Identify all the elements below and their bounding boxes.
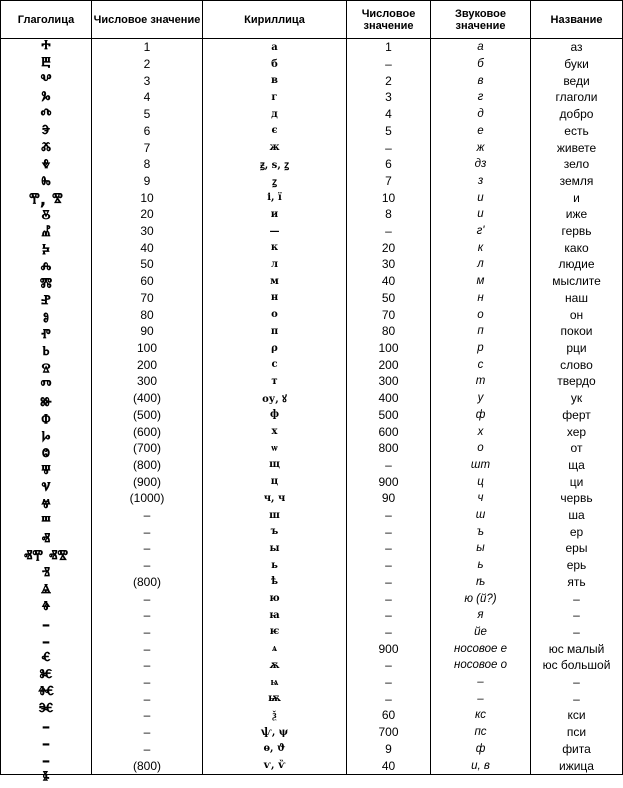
table-cell: 20 <box>140 207 154 222</box>
table-cell: пс <box>474 726 487 739</box>
table-cell: аз <box>570 40 583 55</box>
table-cell: йе <box>474 625 487 638</box>
table-cell: ⰵ <box>41 122 51 142</box>
table-cell: червь <box>560 491 593 506</box>
table-cell: к <box>270 242 279 254</box>
table-cell: 40 <box>140 240 154 255</box>
table-cell: наш <box>565 290 588 305</box>
table-cell: 80 <box>381 324 396 339</box>
table-cell: – <box>143 608 151 623</box>
table-cell: н <box>477 291 484 304</box>
column-glagolitsa <box>1 37 92 788</box>
table-cell: ять <box>567 574 586 589</box>
table-cell: – <box>143 524 151 539</box>
table-cell: – <box>41 717 51 737</box>
table-cell: ⰳ <box>41 88 51 108</box>
table-cell: 3 <box>385 90 392 105</box>
table-cell: – <box>573 691 580 706</box>
table-cell: – <box>385 691 392 706</box>
table-cell: 700 <box>378 725 399 740</box>
table-cell: – <box>573 608 580 623</box>
column-name <box>531 39 622 774</box>
table-cell: д <box>477 108 484 121</box>
table-cell: о <box>477 308 484 321</box>
table-cell: 4 <box>143 90 151 105</box>
table-cell: — <box>269 225 280 237</box>
table-cell: ѯ <box>272 709 277 721</box>
table-cell: – <box>385 224 392 239</box>
table-cell: 5 <box>385 123 392 138</box>
table-cell: 800 <box>378 441 399 456</box>
table-cell: ⱀ <box>41 292 51 312</box>
table-cell: ѭ <box>268 693 281 705</box>
table-cell: – <box>385 541 392 556</box>
table-cell: веди <box>563 73 590 88</box>
header-numeric-value-1: Числовое значение <box>92 1 203 38</box>
table-cell: ща <box>568 457 585 472</box>
table-cell: ⱘ <box>39 666 53 686</box>
table-cell: 900 <box>378 641 399 656</box>
table-body <box>1 37 622 788</box>
table-cell: 90 <box>381 491 396 506</box>
table-cell: ь <box>271 559 278 571</box>
table-cell: ⱋ <box>41 462 51 482</box>
table-cell: – <box>143 541 151 556</box>
header-numeric-value-2: Числовое значение <box>347 1 431 38</box>
table-cell: т <box>475 375 486 388</box>
table-cell: о <box>271 309 278 321</box>
table-cell: рци <box>566 341 587 355</box>
table-cell: ꙗ <box>269 609 280 621</box>
column-kirillitsa <box>203 39 347 774</box>
table-cell: 1 <box>385 40 392 55</box>
table-cell: п <box>477 325 484 338</box>
table-cell: 20 <box>381 240 396 255</box>
table-cell: 200 <box>136 357 158 372</box>
table-cell: ⰱ <box>41 54 51 74</box>
table-cell: г' <box>476 225 485 238</box>
table-cell: з <box>477 174 484 187</box>
table-cell: – <box>143 624 151 639</box>
table-cell: ⱏ <box>41 530 51 550</box>
table-cell: ⱗ <box>38 700 54 720</box>
table-cell: и <box>477 191 484 204</box>
table-cell: (600) <box>132 424 161 439</box>
table-cell: ѣ <box>476 575 485 588</box>
table-cell: а <box>477 41 484 54</box>
table-cell: н <box>270 292 279 304</box>
table-cell: ижица <box>559 758 594 773</box>
table-cell: п <box>270 325 279 337</box>
table-cell: 600 <box>378 424 399 439</box>
table-cell: шт <box>470 458 491 471</box>
table-cell: кс <box>474 709 487 722</box>
table-cell: ш <box>269 509 280 521</box>
table-cell: ж <box>476 141 485 154</box>
table-cell: я <box>477 609 484 622</box>
table-cell: ф <box>269 409 280 421</box>
table-cell: ⱔ <box>41 649 51 669</box>
table-cell: ⱉ <box>42 445 50 465</box>
table-cell: ук <box>570 391 583 406</box>
table-cell: 50 <box>140 257 154 272</box>
table-cell: ъ <box>270 526 279 538</box>
table-cell: б <box>477 58 484 71</box>
table-cell: 2 <box>385 73 392 88</box>
table-cell: ⰻ <box>41 207 51 227</box>
table-cell: – <box>385 508 392 523</box>
column-numeric-value-1 <box>92 39 203 774</box>
table-cell: и <box>270 208 279 220</box>
table-cell: – <box>385 457 392 472</box>
table-cell: – <box>143 741 151 756</box>
table-cell: ц <box>270 476 279 488</box>
table-cell: 400 <box>378 391 399 406</box>
table-cell: к <box>477 241 484 254</box>
table-cell: ь <box>477 559 484 572</box>
table-cell: – <box>143 725 151 740</box>
table-cell: буки <box>564 57 589 72</box>
table-cell: 1 <box>143 40 151 55</box>
table-cell: ⱎ <box>41 513 51 533</box>
table-cell: 6 <box>385 157 392 172</box>
table-cell: – <box>385 57 392 72</box>
table-cell: 9 <box>385 741 392 756</box>
table-cell: ρ <box>271 342 278 354</box>
table-cell: ⱇ <box>41 411 51 431</box>
table-cell: ⰼ <box>41 224 51 244</box>
table-cell: 2 <box>143 57 151 72</box>
header-kirillitsa: Кириллица <box>203 1 347 38</box>
table-cell: – <box>143 641 151 656</box>
table-cell: ⱑ <box>41 581 51 601</box>
table-cell: ф <box>475 408 486 421</box>
table-cell: ꙃ, ѕ, ꙁ <box>260 160 289 172</box>
table-cell: 60 <box>140 274 154 289</box>
table-cell: с <box>477 358 484 371</box>
table-cell: – <box>573 624 580 639</box>
table-cell: 500 <box>378 407 399 422</box>
table-cell: – <box>385 140 392 155</box>
table-cell: ⱄ <box>41 360 51 380</box>
table-cell: ю <box>269 593 280 605</box>
table-cell: і, ї <box>267 192 282 204</box>
table-cell: щ <box>269 459 280 471</box>
table-cell: добро <box>559 107 594 122</box>
table-cell: 60 <box>381 708 396 723</box>
table-cell: 900 <box>378 474 399 489</box>
table-cell: 10 <box>140 190 154 205</box>
table-cell: х <box>271 426 278 438</box>
table-cell: (800) <box>132 758 161 773</box>
table-cell: ꙁ <box>272 176 277 188</box>
table-cell: ы <box>476 542 485 555</box>
table-cell: 200 <box>378 357 399 372</box>
table-cell: ⰶ <box>41 139 51 159</box>
table-cell: 50 <box>381 290 396 305</box>
table-cell: – <box>573 591 580 606</box>
table-cell: (500) <box>132 407 161 422</box>
table-cell: 9 <box>143 173 151 188</box>
table-cell: 90 <box>140 324 154 339</box>
table-cell: 40 <box>381 758 396 773</box>
table-cell: носовое о <box>453 659 507 672</box>
table-cell: 100 <box>378 341 399 355</box>
table-cell: 40 <box>381 274 396 289</box>
table-cell: покои <box>560 324 593 339</box>
table-cell: – <box>477 676 484 689</box>
table-cell: ⱅ <box>40 377 52 397</box>
table-cell: а <box>271 41 278 53</box>
table-cell: ⰾ <box>40 258 52 278</box>
table-cell: ⰹ, ⰺ <box>29 190 63 210</box>
table-cell: 30 <box>381 257 396 272</box>
table-cell: (800) <box>132 457 161 472</box>
table-cell: ⰽ <box>42 241 50 261</box>
table-cell: ⱖ <box>41 598 51 618</box>
table-cell: 300 <box>136 374 158 389</box>
table-cell: юс большой <box>542 658 611 673</box>
table-cell: – <box>41 615 51 635</box>
table-cell: – <box>143 691 151 706</box>
table-cell: ф <box>475 742 486 755</box>
table-cell: ци <box>569 474 584 489</box>
table-cell: ѩ <box>270 676 279 688</box>
table-cell: ер <box>569 524 584 539</box>
table-cell: гервь <box>561 224 592 239</box>
table-cell: слово <box>560 357 593 372</box>
table-cell: ю (й?) <box>464 592 497 605</box>
table-cell: – <box>143 708 151 723</box>
table-cell: у <box>477 392 484 405</box>
table-cell: 10 <box>381 190 396 205</box>
table-cell: пси <box>566 725 587 740</box>
table-cell: 30 <box>140 224 154 239</box>
table-cell: е <box>477 124 484 137</box>
table-cell: ч, ч <box>263 492 286 504</box>
table-cell: (400) <box>132 391 161 406</box>
table-cell: с <box>271 359 278 371</box>
table-cell: 7 <box>385 173 392 188</box>
table-cell: ѧ <box>272 643 277 655</box>
table-cell: (800) <box>132 574 161 589</box>
table-cell: – <box>385 524 392 539</box>
table-cell: ч <box>477 492 484 505</box>
table-cell: глаголи <box>555 90 598 105</box>
table-cell: – <box>143 658 151 673</box>
table-cell: – <box>385 608 392 623</box>
table-cell: 100 <box>136 341 158 355</box>
table-cell: – <box>41 734 51 754</box>
column-sound-value <box>431 39 531 774</box>
table-cell: – <box>385 574 392 589</box>
table-cell: в <box>271 75 278 87</box>
table-cell: фита <box>562 741 591 756</box>
table-cell: – <box>143 591 151 606</box>
table-cell: кси <box>567 708 586 723</box>
table-cell: 3 <box>143 73 151 88</box>
table-header <box>1 1 622 39</box>
table-cell: – <box>385 624 392 639</box>
table-cell: о <box>477 442 484 455</box>
table-cell: 70 <box>381 307 396 322</box>
table-cell: м <box>270 275 279 287</box>
table-cell: еры <box>565 541 588 556</box>
table-cell: ⱏⰹ ⱏⰺ <box>23 547 69 567</box>
table-cell: – <box>573 675 580 690</box>
header-sound-value: Звуковое значение <box>431 1 531 38</box>
table-cell: ⱁ <box>43 309 49 329</box>
table-cell: како <box>564 240 589 255</box>
table-cell: є <box>271 125 278 137</box>
table-cell: земля <box>559 173 594 188</box>
table-cell: – <box>143 675 151 690</box>
table-cell: ⰲ <box>40 71 52 91</box>
table-cell: (700) <box>132 441 161 456</box>
table-cell: и <box>477 208 484 221</box>
table-cell: 70 <box>140 290 154 305</box>
table-cell: ѱ, ψ <box>260 726 289 738</box>
table-cell: ⱍ <box>41 496 51 516</box>
table-cell: ⱆ <box>40 394 52 414</box>
table-cell: иже <box>565 207 588 222</box>
table-cell: д <box>271 108 278 120</box>
table-cell: 8 <box>143 157 151 172</box>
table-cell: 8 <box>385 207 392 222</box>
table-cell: – <box>143 508 151 523</box>
table-cell: мыслите <box>552 274 601 289</box>
table-cell: носовое е <box>453 642 507 655</box>
table-cell: есть <box>564 123 589 138</box>
table-cell: (1000) <box>129 491 165 506</box>
table-cell: – <box>385 591 392 606</box>
table-cell: твердо <box>557 374 596 389</box>
table-cell: и <box>573 190 580 205</box>
table-cell: – <box>41 751 51 771</box>
table-cell: ⱐ <box>42 564 50 584</box>
table-cell: ж <box>269 142 280 154</box>
table-cell: 300 <box>378 374 399 389</box>
table-cell: – <box>477 692 484 705</box>
table-cell: ѳ, ϑ <box>263 743 286 755</box>
table-cell: 80 <box>140 307 154 322</box>
table-cell: 7 <box>143 140 151 155</box>
table-cell: ерь <box>566 558 587 573</box>
column-numeric-value-2 <box>347 39 431 774</box>
table-cell: – <box>41 632 51 652</box>
table-cell: ⰴ <box>40 105 52 125</box>
table-cell: в <box>477 74 484 87</box>
table-cell: и, в <box>471 759 490 772</box>
table-cell: он <box>569 307 584 322</box>
table-cell: – <box>385 558 392 573</box>
table-cell: ⱙ <box>38 683 54 703</box>
table-cell: ш <box>475 509 486 522</box>
table-cell: ѥ <box>269 626 280 638</box>
table-cell: х <box>477 425 484 438</box>
table-cell: ферт <box>562 407 591 422</box>
table-cell: – <box>385 658 392 673</box>
table-cell: зело <box>563 157 590 172</box>
table-cell: м <box>476 275 485 288</box>
table-cell: ⱂ <box>41 326 51 346</box>
table-cell: т <box>271 375 278 387</box>
table-cell: ъ <box>476 525 485 538</box>
table-cell: ⱛ <box>42 768 50 788</box>
table-cell: л <box>477 258 484 271</box>
table-cell: г <box>477 91 484 104</box>
table-cell: ѵ, ѷ <box>263 760 286 772</box>
header-name: Название <box>550 13 603 26</box>
table-cell: ша <box>568 508 585 523</box>
table-cell: ⰷ <box>41 156 51 176</box>
table-cell: г <box>271 91 278 103</box>
table-cell: ⱃ <box>42 343 50 363</box>
table-cell: ⱌ <box>41 479 51 499</box>
table-cell: 4 <box>385 107 392 122</box>
table-cell: хер <box>566 424 587 439</box>
table-cell: ц <box>477 475 484 488</box>
table-cell: оу, ꙋ <box>262 394 287 406</box>
table-cell: юс малый <box>548 641 605 656</box>
table-cell: ы <box>269 542 280 554</box>
table-cell: ⱈ <box>41 428 51 448</box>
table-cell: б <box>271 58 278 70</box>
table-cell: дз <box>474 158 487 171</box>
header-glagolitsa: Глаголица <box>1 1 92 38</box>
table-cell: (900) <box>132 474 161 489</box>
table-cell: – <box>143 558 151 573</box>
table-cell: 5 <box>143 107 151 122</box>
table-cell: ⰰ <box>41 37 51 57</box>
table-cell: ѣ <box>270 576 279 588</box>
table-cell: людие <box>558 257 595 272</box>
table-cell: 6 <box>143 123 151 138</box>
table-cell: от <box>570 441 583 456</box>
table-cell: ⰿ <box>39 275 53 295</box>
table-cell: живете <box>556 140 597 155</box>
table-cell: ⰸ <box>41 173 51 193</box>
table-cell: ѡ <box>271 442 278 454</box>
table-cell: – <box>385 675 392 690</box>
table-cell: ѫ <box>269 659 280 671</box>
table-cell: л <box>270 258 279 270</box>
table-cell: р <box>477 342 484 354</box>
